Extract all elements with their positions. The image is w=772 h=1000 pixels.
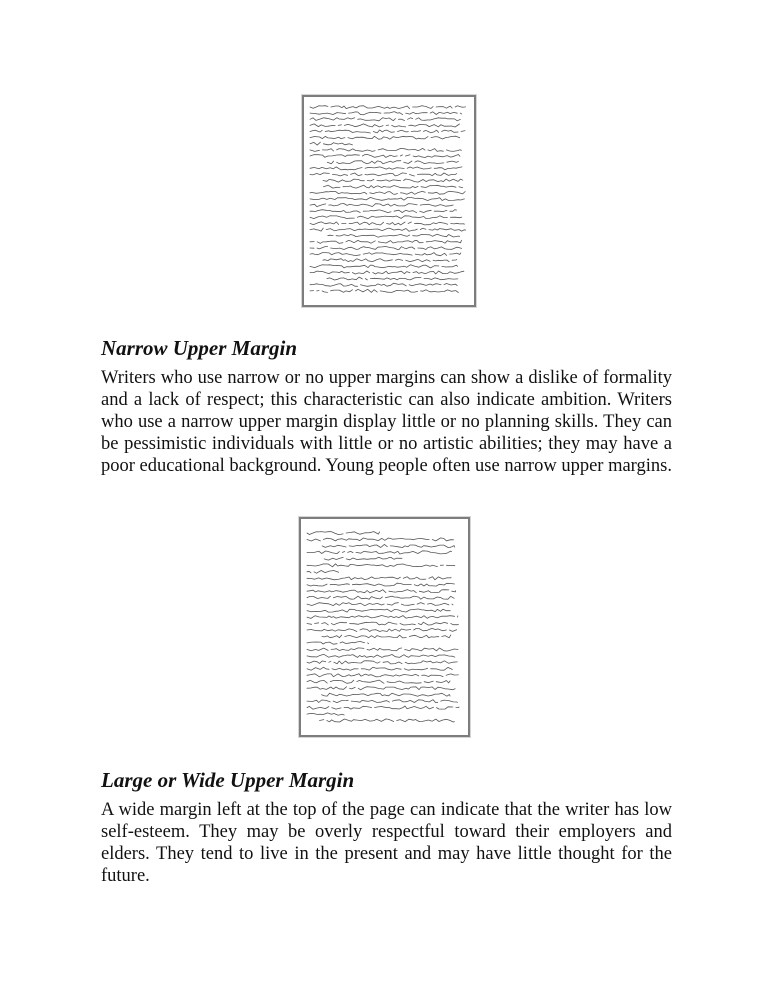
handwriting-line <box>322 544 454 547</box>
handwriting-line <box>307 596 454 599</box>
handwriting-line <box>307 654 455 657</box>
scribble-lines <box>304 97 474 305</box>
handwriting-line <box>307 603 458 606</box>
handwriting-line <box>310 191 465 194</box>
handwriting-line <box>310 289 458 292</box>
handwriting-line <box>307 713 344 715</box>
handwriting-line <box>307 590 456 593</box>
handwriting-line <box>307 609 450 612</box>
handwriting-line <box>310 246 462 249</box>
handwriting-line <box>310 173 457 176</box>
handwriting-line <box>310 283 457 286</box>
handwriting-line <box>307 616 458 619</box>
handwriting-line <box>323 259 457 262</box>
handwriting-line <box>324 185 463 188</box>
section-body-wide-margin: A wide margin left at the top of the page can indicate that the writer has low self-esteem. They may be overly respectful toward their employers and elders. They tend to live in the present and may have little thought for the future. <box>101 800 672 886</box>
handwriting-line <box>310 240 462 243</box>
handwriting-line <box>307 667 452 670</box>
handwriting-line <box>322 635 451 638</box>
handwriting-line <box>310 228 466 231</box>
handwriting-line <box>310 106 472 109</box>
handwriting-line <box>307 622 459 625</box>
handwriting-line <box>322 693 451 696</box>
handwriting-line <box>307 583 455 586</box>
handwriting-line <box>310 222 464 225</box>
handwriting-line <box>310 210 457 213</box>
handwriting-line <box>310 167 462 170</box>
handwriting-line <box>307 564 455 567</box>
handwriting-line <box>310 271 467 274</box>
handwriting-line <box>307 628 457 631</box>
section-heading-wide-margin: Large or Wide Upper Margin <box>101 768 355 792</box>
handwriting-line <box>320 719 455 722</box>
handwriting-line <box>310 253 461 256</box>
handwriting-sample-image-1 <box>302 95 476 307</box>
handwriting-line <box>310 142 353 145</box>
scribble-lines <box>301 519 468 735</box>
handwriting-line <box>307 577 451 580</box>
handwriting-line <box>328 234 460 237</box>
handwriting-line <box>307 700 457 703</box>
handwriting-line <box>307 687 459 690</box>
handwriting-line <box>307 642 373 645</box>
handwriting-line <box>310 155 460 158</box>
handwriting-line <box>307 706 459 709</box>
handwriting-line <box>310 112 462 115</box>
handwriting-line <box>307 680 455 683</box>
handwriting-sample-image-2 <box>299 517 470 737</box>
handwriting-line <box>310 197 464 200</box>
section-heading-narrow-margin: Narrow Upper Margin <box>101 336 298 360</box>
handwriting-line <box>310 118 460 121</box>
handwriting-line <box>307 661 457 664</box>
handwriting-line <box>310 130 465 133</box>
handwriting-line <box>310 136 460 139</box>
handwriting-line <box>327 161 458 164</box>
handwriting-line <box>307 538 454 541</box>
handwriting-line <box>307 674 458 677</box>
handwriting-line <box>310 265 458 268</box>
handwriting-line <box>307 571 342 574</box>
handwriting-line <box>323 179 463 182</box>
handwriting-line <box>307 551 452 554</box>
handwriting-line <box>310 148 461 151</box>
handwriting-line <box>310 204 456 207</box>
handwriting-line <box>307 648 458 651</box>
section-body-narrow-margin: Writers who use narrow or no upper margins can show a dislike of formality and a lack of respect; this characteristic can also indicate ambition. Writers who use a narrow upper margin display little or no planning skills. They can be pessimistic individuals with little or no artistic abilities; they may have a poor educational background. Young people often use narrow upper margins. <box>101 368 672 476</box>
handwriting-line <box>310 124 460 127</box>
handwriting-line <box>324 557 405 560</box>
handwriting-line <box>327 277 461 280</box>
handwriting-line <box>307 532 380 535</box>
handwriting-line <box>310 216 462 219</box>
